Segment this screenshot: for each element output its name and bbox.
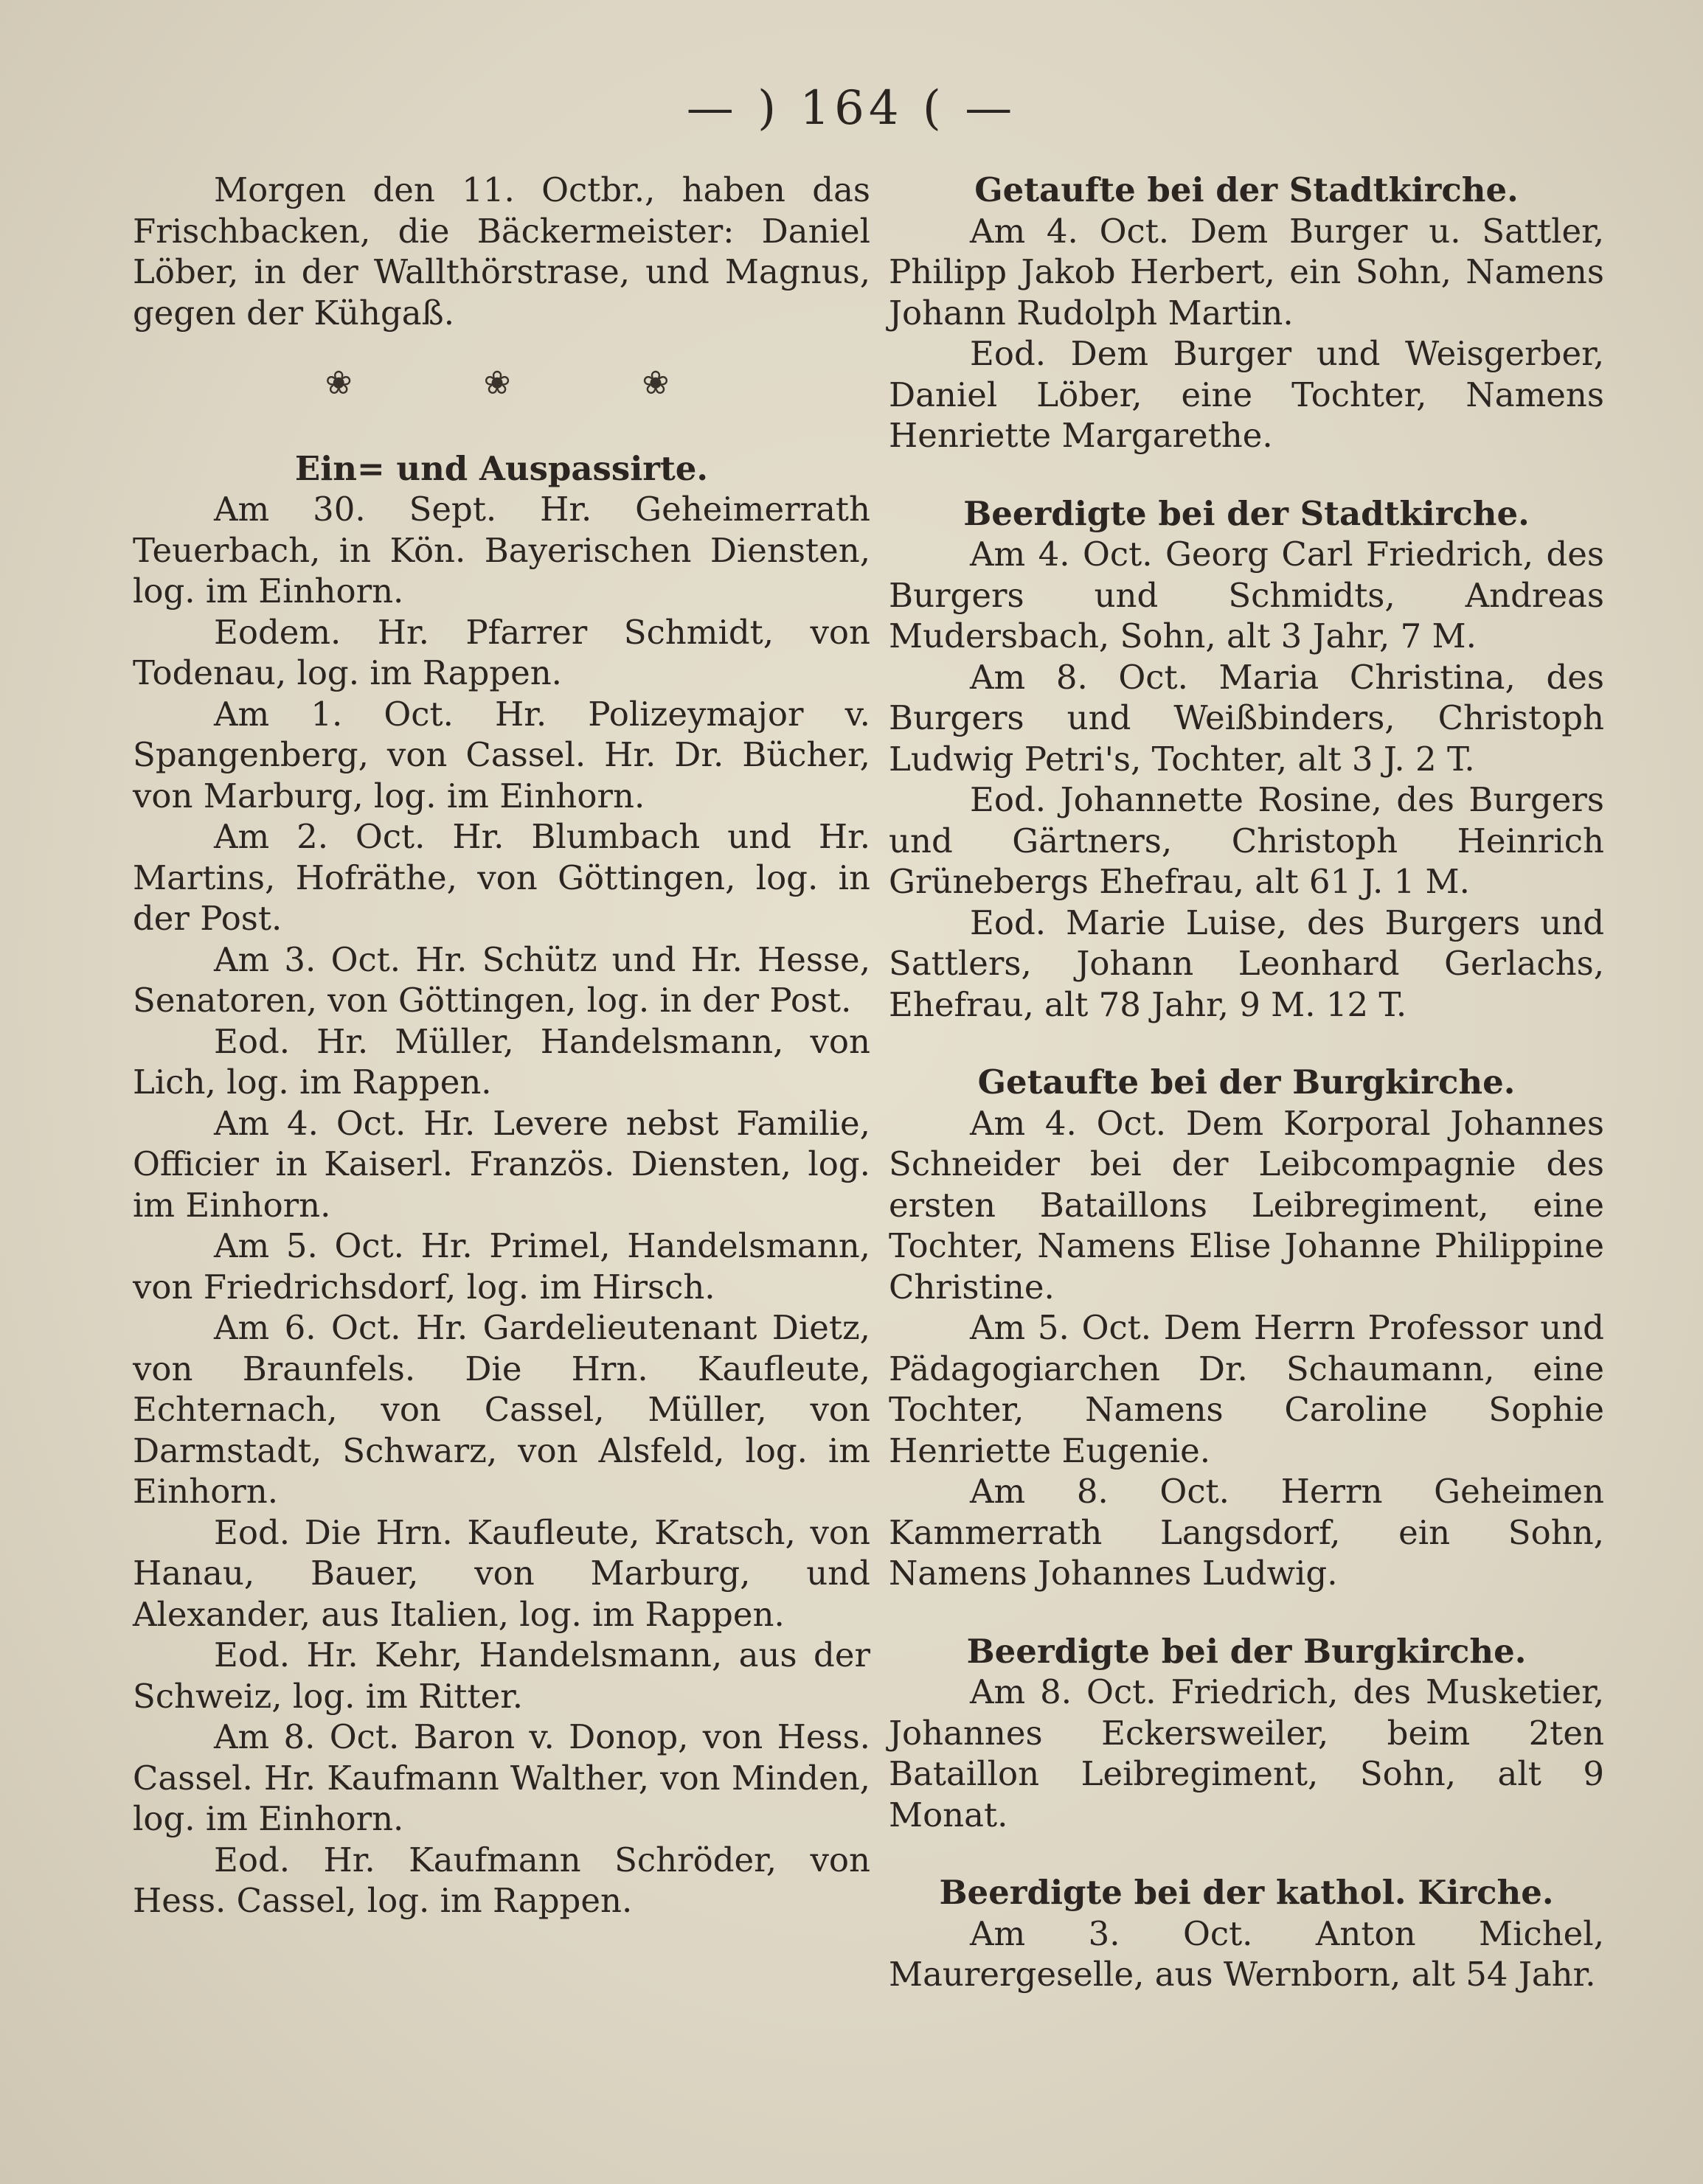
page-header: — ) 164 ( — — [686, 81, 1017, 136]
list-item: Am 8. Oct. Baron v. Donop, von Hess. Cassel. Hr. Kaufmann Walther, von Minden, log. im Einhorn. — [133, 1717, 870, 1838]
flower-ornament — [133, 363, 870, 404]
list-item: Am 3. Oct. Anton Michel, Maurergeselle, aus Wernborn, alt 54 Jahr. — [889, 1913, 1604, 1994]
flower-icon: ❀ — [642, 364, 679, 402]
list-item: Am 5. Oct. Dem Herrn Professor und Pädagogiarchen Dr. Schaumann, eine Tochter, Namens Caroline Sophie Henriette Eugenie. — [889, 1308, 1604, 1470]
list-item: Am 2. Oct. Hr. Blumbach und Hr. Martins, Hofräthe, von Göttingen, log. in der Post. — [133, 817, 870, 938]
intro-notice: Morgen den 11. Octbr., haben das Frischbacken, die Bäckermeister: Daniel Löber, in der Wallthörstrase, und Magnus, gegen der Kühgaß. — [133, 170, 870, 333]
list-item: Am 3. Oct. Hr. Schütz und Hr. Hesse, Senatoren, von Göttingen, log. in der Post. — [133, 939, 870, 1020]
list-item: Eod. Marie Luise, des Burgers und Sattlers, Johann Leonhard Gerlachs, Ehefrau, alt 78 Jahr, 9 M. 12 T. — [889, 903, 1604, 1024]
left-column — [133, 170, 870, 1922]
section-heading: Beerdigte bei der Burgkirche. — [966, 1631, 1527, 1671]
list-item: Am 8. Oct. Herrn Geheimen Kammerrath Langsdorf, ein Sohn, Namens Johannes Ludwig. — [889, 1472, 1604, 1593]
list-item: Eod. Johannette Rosine, des Burgers und Gärtners, Christoph Heinrich Grünebergs Ehefrau, alt 61 J. 1 M. — [889, 780, 1604, 901]
list-item: Am 8. Oct. Maria Christina, des Burgers und Weißbinders, Christoph Ludwig Petri's, Tochter, alt 3 J. 2 T. — [889, 657, 1604, 779]
section-heading: Beerdigte bei der Stadtkirche. — [963, 493, 1530, 533]
list-item: Am 1. Oct. Hr. Polizeymajor v. Spangenberg, von Cassel. Hr. Dr. Bücher, von Marburg, log. im Einhorn. — [133, 694, 870, 815]
section-heading: Ein= und Auspassirte. — [294, 448, 709, 488]
list-item: Eod. Hr. Kehr, Handelsmann, aus der Schweiz, log. im Ritter. — [133, 1635, 870, 1716]
flower-icon: ❀ — [483, 364, 520, 402]
list-item: Eod. Hr. Kaufmann Schröder, von Hess. Cassel, log. im Rappen. — [133, 1840, 870, 1920]
list-item: Am 4. Oct. Hr. Levere nebst Familie, Officier in Kaiserl. Französ. Diensten, log. im Einhorn. — [133, 1103, 870, 1225]
list-item: Am 8. Oct. Friedrich, des Musketier, Johannes Eckersweiler, beim 2ten Bataillon Leibregiment, Sohn, alt 9 Monat. — [889, 1672, 1604, 1835]
list-item: Eod. Die Hrn. Kaufleute, Kratsch, von Hanau, Bauer, von Marburg, und Alexander, aus Italien, log. im Rappen. — [133, 1512, 870, 1634]
flower-icon: ❀ — [325, 364, 361, 402]
right-column — [889, 170, 1604, 1995]
list-item: Am 6. Oct. Hr. Gardelieutenant Dietz, von Braunfels. Die Hrn. Kaufleute, Echternach, von Cassel, Müller, von Darmstadt, Schwarz, von Alsfeld, log. im Einhorn. — [133, 1308, 870, 1511]
list-item: Am 30. Sept. Hr. Geheimerrath Teuerbach, in Kön. Bayerischen Diensten, log. im Einhorn. — [133, 490, 870, 611]
list-item: Eod. Dem Burger und Weisgerber, Daniel Löber, eine Tochter, Namens Henriette Margarethe. — [889, 334, 1604, 455]
list-item: Eodem. Hr. Pfarrer Schmidt, von Todenau, log. im Rappen. — [133, 612, 870, 692]
section-heading: Getaufte bei der Burgkirche. — [977, 1063, 1516, 1102]
section-heading: Beerdigte bei der kathol. Kirche. — [939, 1873, 1554, 1912]
list-item: Am 5. Oct. Hr. Primel, Handelsmann, von Friedrichsdorf, log. im Hirsch. — [133, 1226, 870, 1307]
list-item: Eod. Hr. Müller, Handelsmann, von Lich, log. im Rappen. — [133, 1021, 870, 1102]
list-item: Am 4. Oct. Dem Burger u. Sattler, Philipp Jakob Herbert, ein Sohn, Namens Johann Rudolph Martin. — [889, 211, 1604, 333]
list-item: Am 4. Oct. Dem Korporal Johannes Schneider bei der Leibcompagnie des ersten Bataillons Leibregiment, eine Tochter, Namens Elise Johanne Philippine Christine. — [889, 1103, 1604, 1307]
list-item: Am 4. Oct. Georg Carl Friedrich, des Burgers und Schmidts, Andreas Mudersbach, Sohn, alt 3 Jahr, 7 M. — [889, 535, 1604, 655]
section-heading: Getaufte bei der Stadtkirche. — [974, 170, 1519, 209]
